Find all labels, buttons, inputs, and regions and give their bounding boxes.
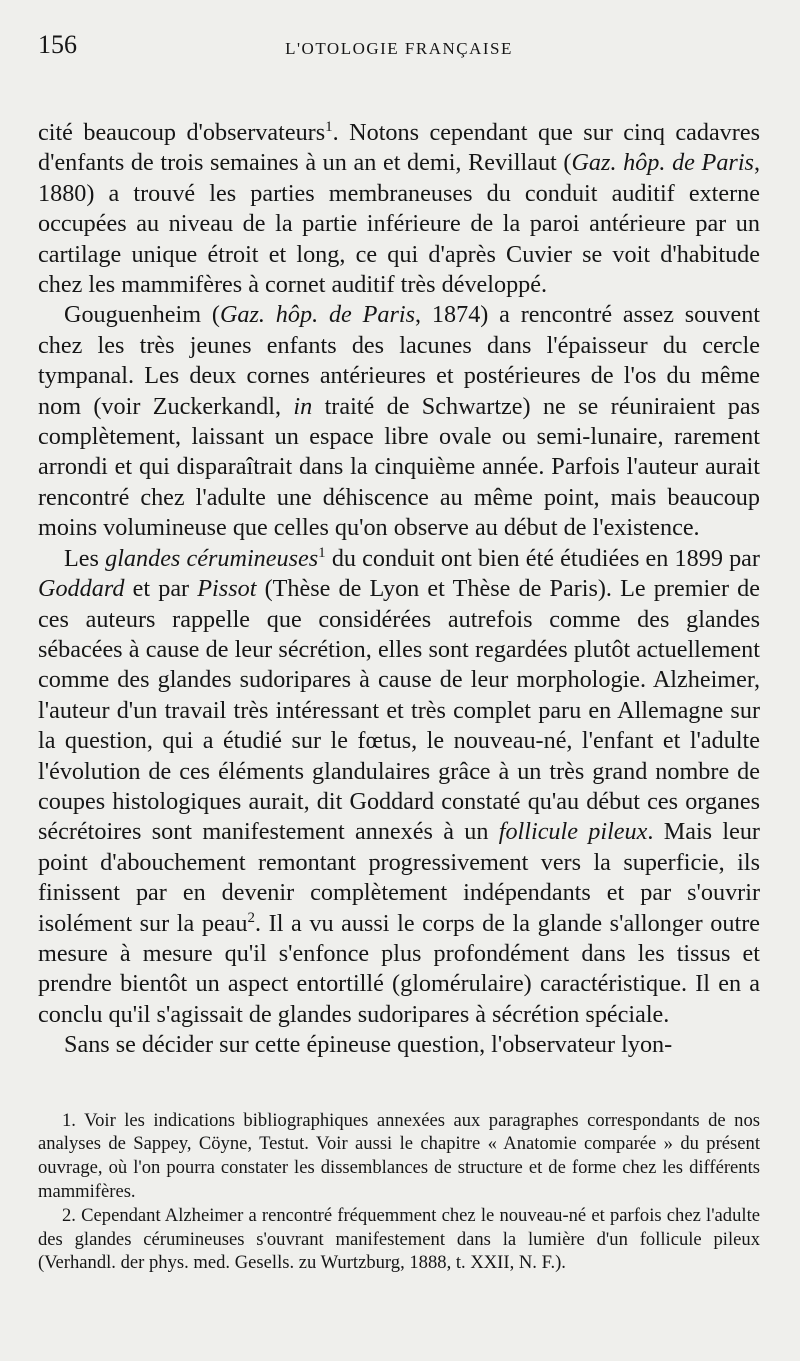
- italic-in: in: [293, 392, 313, 420]
- footnote-ref-1b: 1: [318, 544, 326, 561]
- footnote-2: 2. Cependant Alzheimer a rencontré fréquemment chez le nouveau-né et parfois chez l'adulte des glandes cérumineuses s'ouvrant manifestement dans la lumière d'un follicule pileux (Verhandl. der phys. med. Gesells. zu Wurtzburg, 1888, t. XXII, N. F.).: [38, 1204, 760, 1274]
- paragraph-2-text-a: Gouguenheim (: [64, 301, 220, 329]
- footnote-1: 1. Voir les indications bibliographiques annexées aux paragraphes correspondants de nos analyses de Sappey, Cöyne, Testut. Voir aussi le chapitre « Anatomie comparée » du présent ouvrage, où l'on pourra constater les dissemblances de structure et de forme chez les différents mammifères.: [38, 1109, 760, 1202]
- running-title: L'OTOLOGIE FRANÇAISE: [285, 39, 513, 58]
- paragraph-1-text-c: , 1880) a trouvé les parties membraneuses du conduit auditif externe occupées au niveau de la partie inférieure de la paroi antérieure par un cartilage unique étroit et long, ce qui d'après Cuvier se voit d'habitude chez les mammifères à cornet auditif très développé.: [38, 149, 761, 299]
- citation-gaz-hop-1874: Gaz. hôp. de Paris: [219, 301, 416, 329]
- paragraph-2: [38, 300, 760, 543]
- running-head: [38, 32, 760, 68]
- author-goddard: Goddard: [38, 575, 125, 603]
- author-pissot: Pissot: [197, 575, 257, 603]
- citation-gaz-hop-1880: Gaz. hôp. de Paris: [571, 149, 754, 177]
- paragraph-3-text-c: et par: [124, 575, 198, 603]
- paragraph-2-text-b: , 1874) a rencontré assez souvent chez les très jeunes enfants des lacunes dans l'épaisseur du cercle tympanal. Les deux cornes antérieures et postérieures de l'os du même nom (voir Zuckerkandl,: [38, 301, 761, 420]
- footnote-ref-1: 1: [325, 118, 333, 135]
- paragraph-4: Sans se décider sur cette épineuse question, l'observateur lyon-: [64, 1031, 673, 1059]
- paragraph-1-text-b: . Notons cependant que sur cinq cadavres d'enfants de trois semaines à un an et demi, Revillaut (: [38, 119, 760, 177]
- paragraph-3-text-a: Les: [64, 544, 106, 572]
- term-follicule-pileux: follicule pileux: [498, 818, 648, 846]
- paragraph-1-text-a: cité beaucoup d'observateurs: [38, 119, 326, 146]
- footnote-ref-2: 2: [247, 909, 256, 926]
- body-text: [38, 118, 760, 1061]
- paragraph-3-text-e: . Mais leur point d'abouchement remontant progressivement vers la superficie, ils finissent par en devenir complètement indépendants et par s'ouvrir isolément sur la peau: [38, 818, 760, 937]
- paragraph-3-text-f: . Il a vu aussi le corps de la glande s'allonger outre mesure à mesure qu'il s'enfonce plus profondément dans les tissus et prendre bientôt un aspect entortillé (glomérulaire) caractéristique. Il en a conclu qu'il s'agissait de glandes sudoripares à sécrétion spéciale.: [38, 909, 760, 1028]
- page-number: 156: [38, 30, 77, 59]
- footnotes: [38, 1109, 760, 1276]
- paragraph-3-text-d: (Thèse de Lyon et Thèse de Paris). Le premier de ces auteurs rappelle que considérées autrefois comme des glandes sébacées à cause de leur sécrétion, elles sont regardées plutôt actuellement comme des glandes sudoripares à cause de leur morphologie. Alzheimer, l'auteur d'un travail très intéressant et très complet paru en Allemagne sur la question, qui a étudié sur le fœtus, le nouveau-né, l'enfant et l'adulte l'évolution de ces éléments glandulaires grâce à un très grand nombre de coupes histologiques aurait, dit Goddard constaté qu'au début ces organes sécrétoires sont manifestement annexés à un: [38, 575, 761, 846]
- paragraph-3: [38, 544, 760, 1031]
- term-glandes-cerumineuses: glandes cérumineuses: [105, 544, 319, 572]
- paragraph-1: [38, 118, 760, 300]
- paragraph-3-text-b: du conduit ont bien été étudiées en 1899 par: [325, 544, 760, 572]
- paragraph-2-text-c: traité de Schwartze) ne se réuniraient pas complètement, laissant un espace libre ovale ou semi-lunaire, rarement arrondi et qui disparaîtrait dans la cinquième année. Parfois l'auteur aurait rencontré chez l'adulte une déhiscence au même point, mais beaucoup moins volumineuse que celles qu'on observe au début de l'existence.: [38, 392, 760, 542]
